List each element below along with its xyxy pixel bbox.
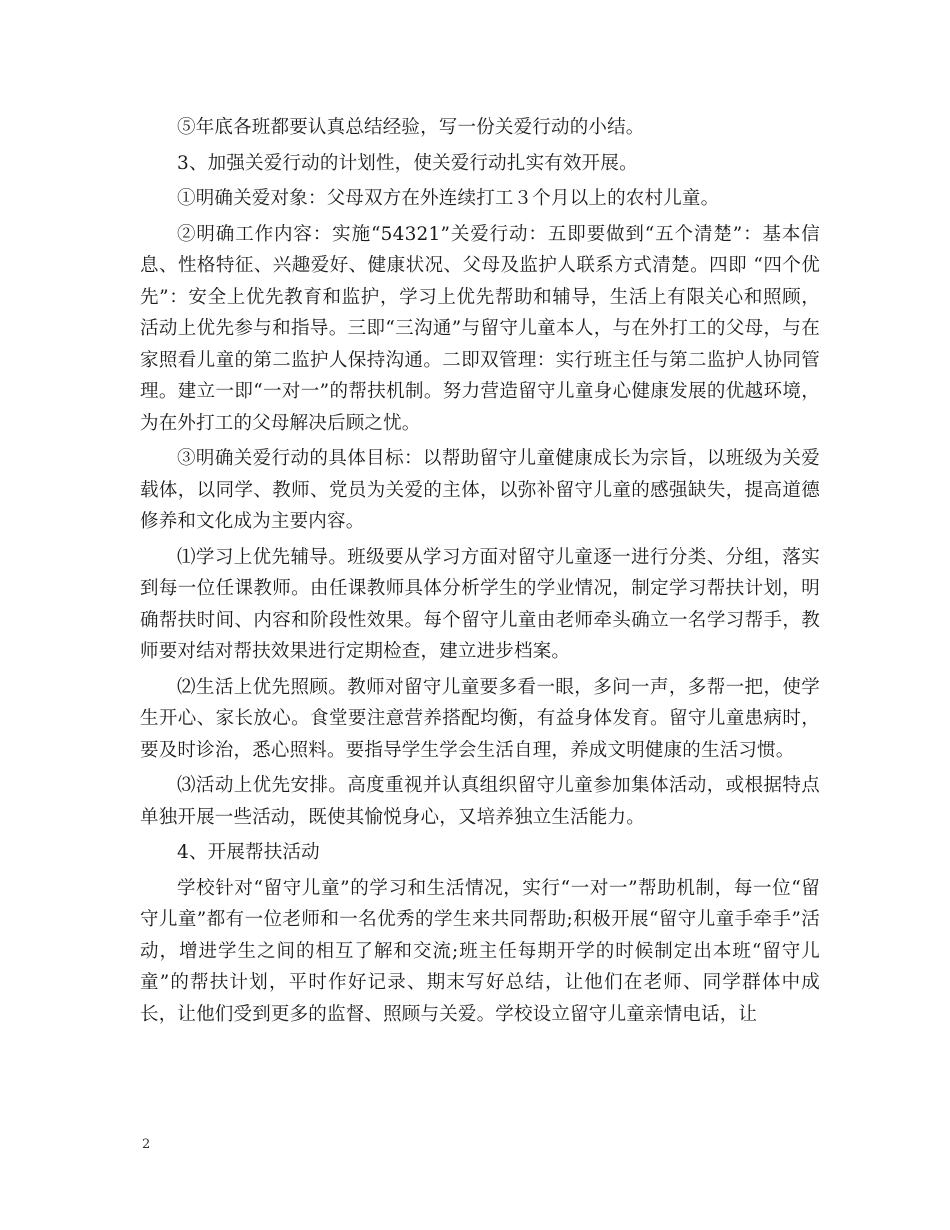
paragraph-specific-goals: ③明确关爱行动的具体目标：以帮助留守儿童健康成长为宗旨，以班级为关爱载体，以同学、教师、党员为关爱的主体，以弥补留守儿童的感强缺失，提高道德修养和文化成为主要内容。 [140,448,820,532]
paragraph-care-target: ①明确关爱对象：父母双方在外连续打工３个月以上的农村儿童。 [177,188,720,209]
paragraph-school-support: 学校针对“留守儿童”的学习和生活情况，实行“一对一”帮助机制，每一位“留守儿童”都有一位老师和一名优秀的学生来共同帮助;积极开展“留守儿童手牵手”活动，增进学生之间的相互了解和交流;班主任每期开学的时候制定出本班“留守儿童”的帮扶计划，平时作好记录、期末写好总结，让他们在老师、同学群体中成长，让他们受到更多的监督、照顾与关爱。学校设立留守儿童亲情电话，让 [140,877,820,1025]
paragraph-section-3-heading: 3、加强关爱行动的计划性，使关爱行动扎实有效开展。 [177,152,638,174]
paragraph-work-content: ②明确工作内容：实施“54321”关爱行动：五即要做到“五个清楚”：基本信息、性格特征、兴趣爱好、健康状况、父母及监护人联系方式清楚。四即 “四个优先”：安全上优先教育和监护，学习上优先帮助和辅导，生活上有限关心和照顾，活动上优先参与和指导。三即“三沟通”与留守儿童本人，与在外打工的父母，与在家照看儿童的第二监护人保持沟通。二即双管理：实行班主任与第二监护人协同管理。建立一即“一对一”的帮扶机制。努力营造留守儿童身心健康发展的优越环境，为在外打工的父母解决后顾之忧。 [140,223,820,434]
paragraph-summary-note: ⑤年底各班都要认真总结经验，写一份关爱行动的小结。 [177,117,645,138]
paragraph-life-priority: ⑵生活上优先照顾。教师对留守儿童要多看一眼，多问一声，多帮一把，使学生开心、家长放心。食堂要注意营养搭配均衡，有益身体发育。留守儿童患病时，要及时诊治，悉心照料。要指导学生学会生活自理，养成文明健康的生活习惯。 [140,676,820,761]
paragraph-study-priority: ⑴学习上优先辅导。班级要从学习方面对留守儿童逐一进行分类、分组，落实到每一位任课教师。由任课教师具体分析学生的学业情况，制定学习帮扶计划，明确帮扶时间、内容和阶段性效果。每个留守儿童由老师牵头确立一名学习帮手，教师要对结对帮扶效果进行定期检查，建立进步档案。 [140,546,820,662]
paragraph-activity-priority: ⑶活动上优先安排。高度重视并认真组织留守儿童参加集体活动，或根据特点单独开展一些活动，既使其愉悦身心，又培养独立生活能力。 [140,775,820,828]
page-body [140,112,820,1034]
page-number: 2 [142,1137,151,1152]
paragraph-section-4-heading: 4、开展帮扶活动 [177,842,320,863]
